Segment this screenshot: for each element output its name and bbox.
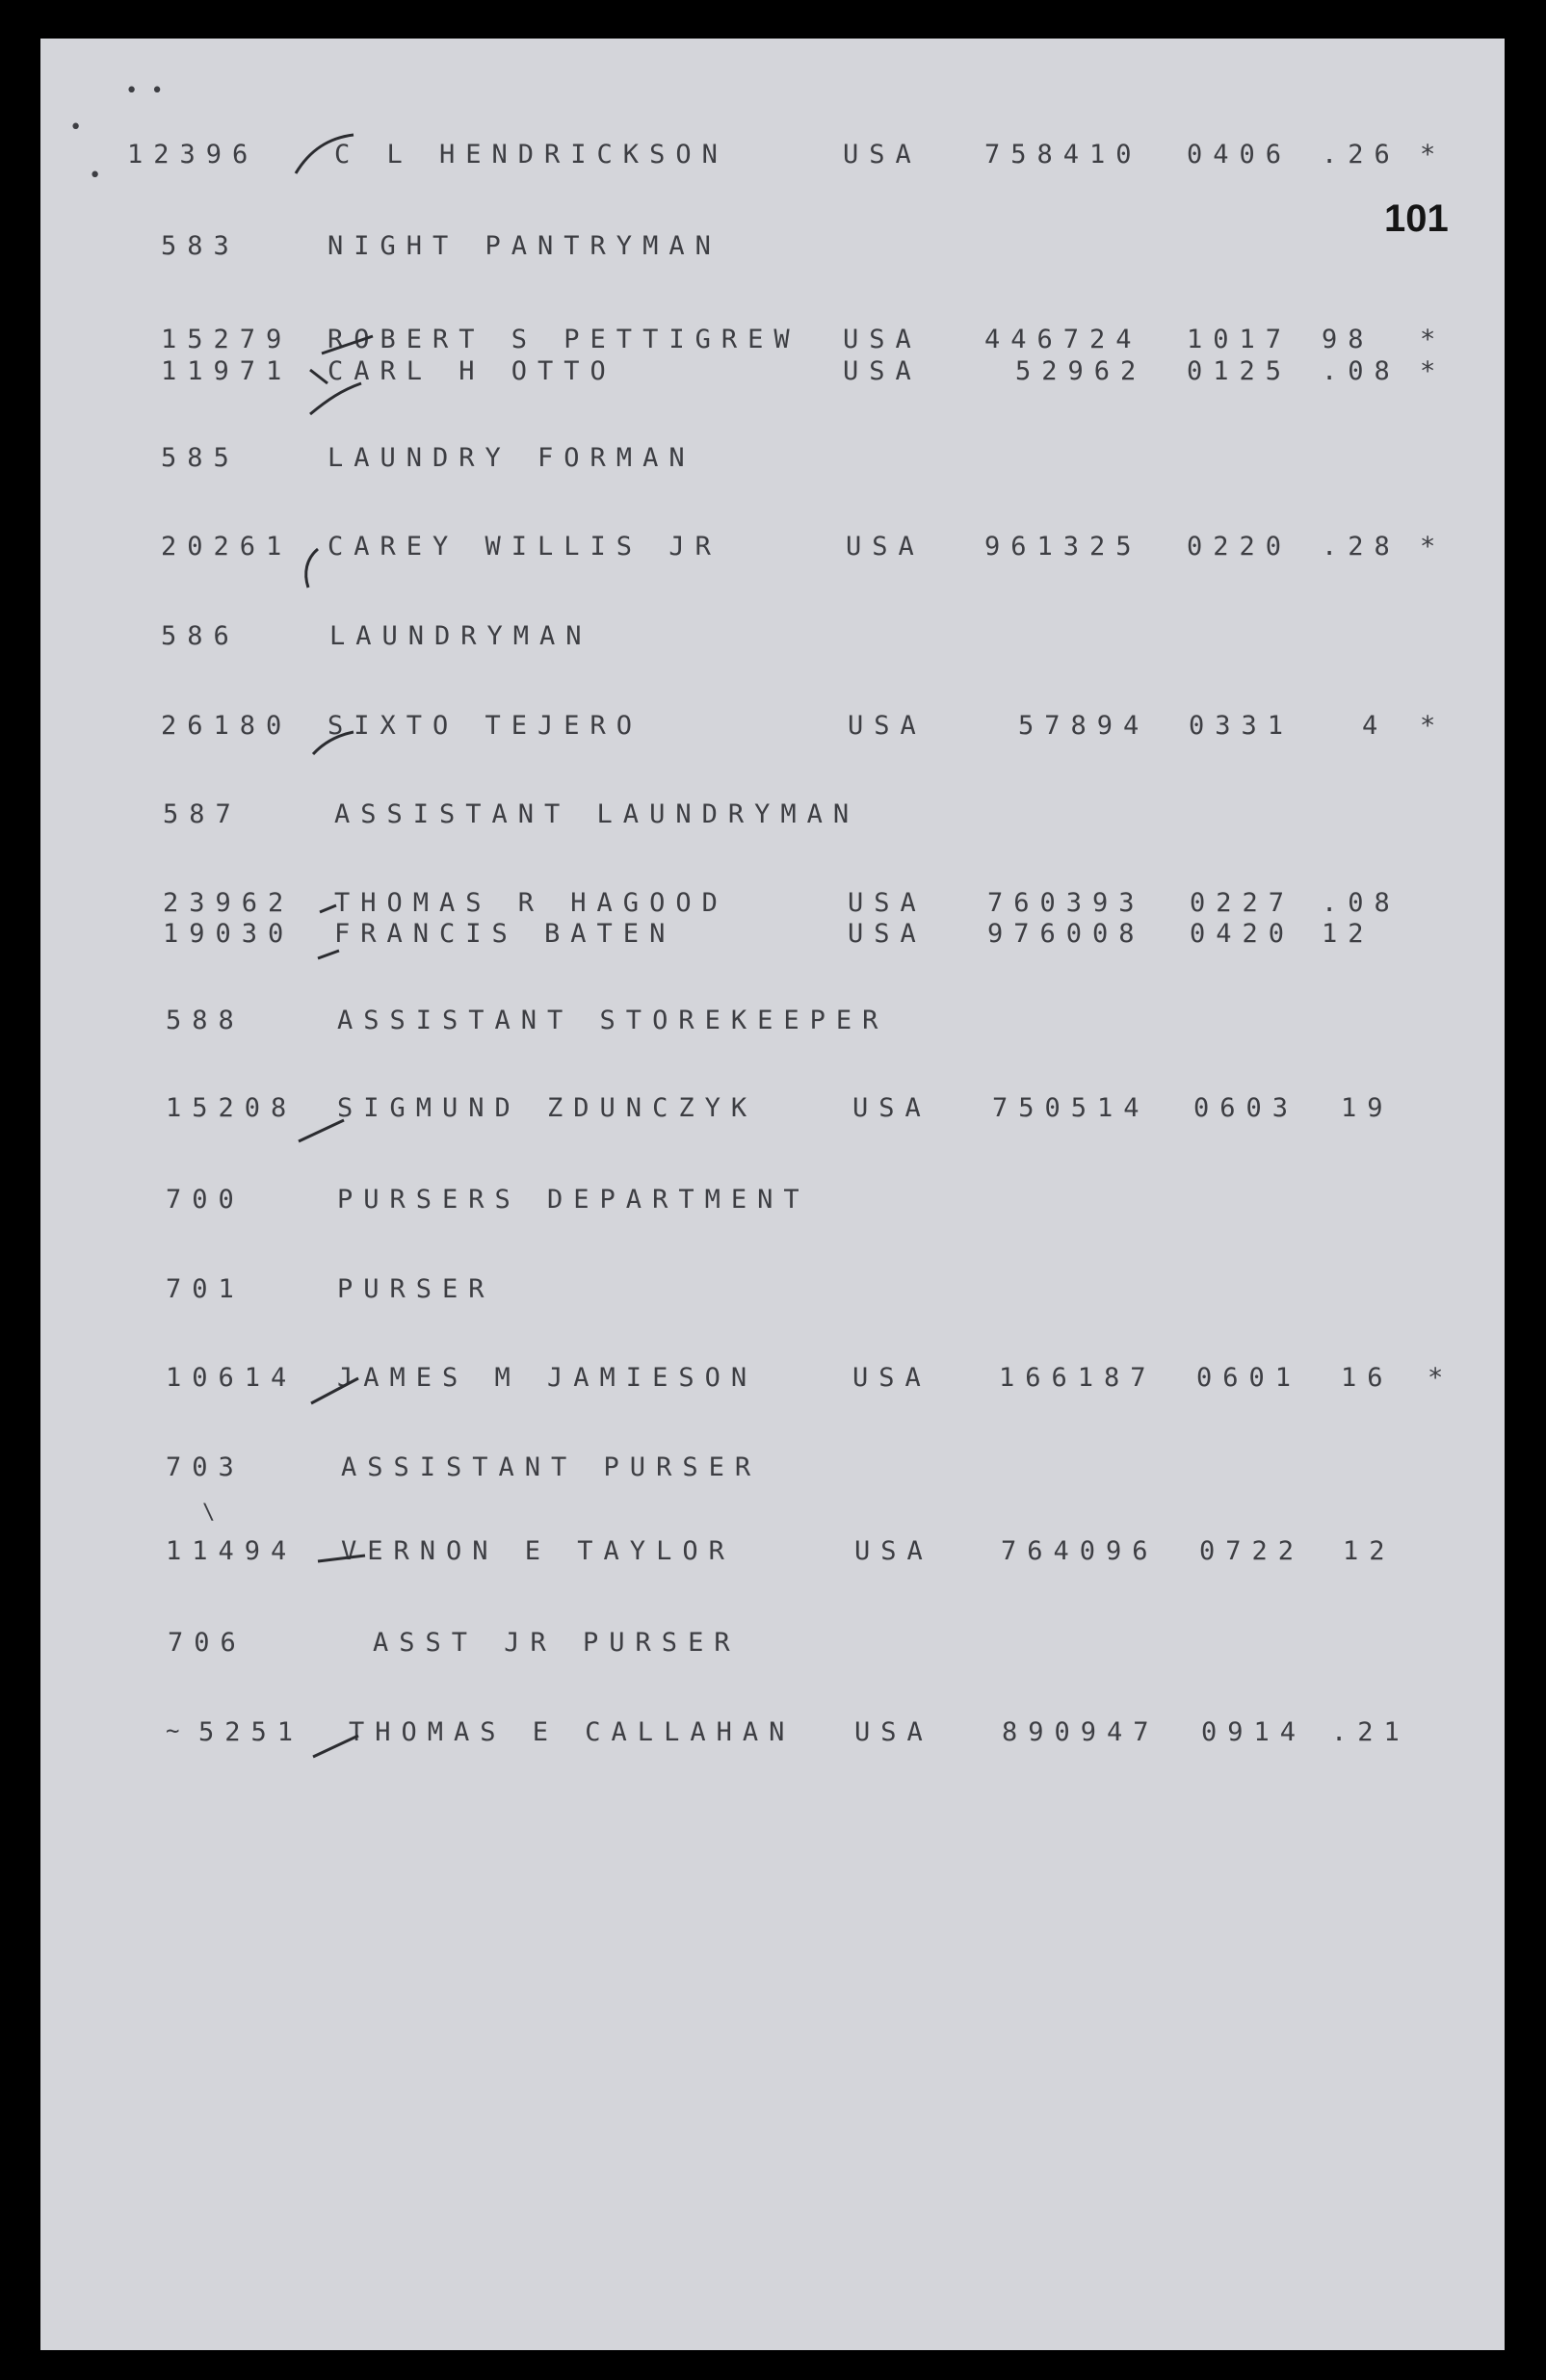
crew-code: 26180	[161, 711, 293, 741]
rating-title: NIGHT PANTRYMAN	[328, 231, 721, 261]
crew-row	[40, 711, 1505, 749]
rating-title: PURSERS DEPARTMENT	[337, 1185, 810, 1215]
crew-code: 5251	[198, 1717, 304, 1747]
rating-code: 585	[161, 443, 240, 473]
crew-code: 11494	[166, 1536, 298, 1566]
rating-heading	[40, 799, 1505, 838]
crew-age: .28	[1322, 532, 1401, 562]
crew-date: 0722	[1199, 1536, 1305, 1566]
crew-age: 4	[1362, 711, 1389, 741]
check-mark-icon	[308, 366, 366, 424]
rating-title: ASSISTANT STOREKEEPER	[337, 1006, 889, 1035]
crew-name: JAMES M JAMIESON	[337, 1363, 758, 1393]
stray-mark: \	[202, 1501, 216, 1525]
rating-code: 706	[168, 1628, 247, 1658]
check-mark-icon	[291, 130, 358, 178]
crew-mark: *	[1420, 532, 1447, 562]
stray-dot: •	[89, 164, 102, 188]
crew-name: THOMAS R HAGOOD	[334, 888, 728, 918]
crew-age: .08	[1322, 356, 1401, 386]
rating-title: LAUNDRYMAN	[329, 621, 592, 651]
crew-age: 16	[1341, 1363, 1394, 1393]
crew-row	[40, 140, 1505, 178]
rating-heading	[40, 1628, 1505, 1666]
crew-row	[40, 1717, 1505, 1756]
crew-date: 0227	[1190, 888, 1296, 918]
crew-name: ROBERT S PETTIGREW	[328, 325, 800, 354]
crew-mark: *	[1420, 140, 1447, 170]
crew-nationality: USA	[854, 1536, 933, 1566]
rating-heading	[40, 1452, 1505, 1491]
rating-heading	[40, 1006, 1505, 1044]
crew-code: 15208	[166, 1093, 298, 1123]
crew-date: 0420	[1190, 919, 1296, 949]
crew-code: 15279	[161, 325, 293, 354]
rating-code: 587	[163, 799, 242, 829]
crew-name: SIGMUND ZDUNCZYK	[337, 1093, 758, 1123]
crew-code: 10614	[166, 1363, 298, 1393]
rating-heading	[40, 443, 1505, 482]
rating-title: ASSISTANT PURSER	[341, 1452, 762, 1482]
rating-title: ASST JR PURSER	[373, 1628, 741, 1658]
crew-code: 11971	[161, 356, 293, 386]
rating-heading	[40, 1185, 1505, 1223]
crew-nationality: USA	[848, 888, 927, 918]
check-mark-icon	[310, 1726, 368, 1765]
rating-code: 586	[161, 621, 240, 651]
crew-nationality: USA	[843, 356, 922, 386]
crew-number: 961325	[984, 532, 1142, 562]
crew-nationality: USA	[854, 1717, 933, 1747]
crew-row	[40, 1093, 1505, 1132]
document-page	[40, 39, 1505, 2350]
rating-code: 588	[166, 1006, 245, 1035]
rating-code: 701	[166, 1274, 245, 1304]
rating-title: LAUNDRY FORMAN	[328, 443, 695, 473]
page-number: 101	[1384, 197, 1449, 240]
crew-mark: *	[1420, 356, 1447, 386]
rating-heading	[40, 621, 1505, 660]
rating-code: 703	[166, 1452, 245, 1482]
crew-name: SIXTO TEJERO	[328, 711, 643, 741]
crew-name: VERNON E TAYLOR	[341, 1536, 735, 1566]
crew-code: 20261	[161, 532, 293, 562]
crew-code: 19030	[163, 919, 295, 949]
crew-nationality: USA	[848, 711, 927, 741]
rating-title: ASSISTANT LAUNDRYMAN	[334, 799, 860, 829]
crew-age: 98	[1322, 325, 1375, 354]
stray-dot: •	[69, 116, 83, 140]
check-mark-icon	[310, 720, 358, 759]
crew-date: 0406	[1187, 140, 1293, 170]
crew-number: 976008	[987, 919, 1145, 949]
check-mark-icon	[315, 1548, 373, 1577]
crew-number: 52962	[1015, 356, 1147, 386]
crew-row	[40, 532, 1505, 570]
crew-nationality: USA	[852, 1363, 931, 1393]
crew-number: 760393	[987, 888, 1145, 918]
crew-code: 23962	[163, 888, 295, 918]
crew-name: C L HENDRICKSON	[334, 140, 728, 170]
crew-date: 0220	[1187, 532, 1293, 562]
crew-nationality: USA	[848, 919, 927, 949]
crew-name: CARL H OTTO	[328, 356, 616, 386]
crew-mark: *	[1420, 325, 1447, 354]
crew-age: .08	[1322, 888, 1401, 918]
crew-mark: *	[1428, 1363, 1454, 1393]
crew-nationality: USA	[843, 140, 922, 170]
crew-nationality: USA	[846, 532, 925, 562]
crew-name: CAREY WILLIS JR	[328, 532, 721, 562]
rating-code: 700	[166, 1185, 245, 1215]
crew-date: 0914	[1201, 1717, 1307, 1747]
rating-title: PURSER	[337, 1274, 495, 1304]
stray-dots: • •	[125, 79, 164, 103]
check-mark-icon	[299, 539, 347, 597]
crew-number: 750514	[992, 1093, 1150, 1123]
crew-nationality: USA	[843, 325, 922, 354]
crew-row	[40, 919, 1505, 957]
crew-age: .21	[1331, 1717, 1410, 1747]
crew-row	[40, 356, 1505, 395]
crew-date: 0331	[1189, 711, 1295, 741]
crew-number: 446724	[984, 325, 1142, 354]
crew-code: 12396	[127, 140, 259, 170]
crew-date: 0125	[1187, 356, 1293, 386]
check-mark-icon	[296, 1112, 354, 1151]
crew-date: 1017	[1187, 325, 1293, 354]
check-mark-icon	[320, 332, 378, 361]
crew-number: 758410	[984, 140, 1142, 170]
crew-mark: *	[1420, 711, 1447, 741]
crew-age: 12	[1322, 919, 1375, 949]
rating-heading	[40, 1274, 1505, 1313]
crew-name: THOMAS E CALLAHAN	[349, 1717, 796, 1747]
rating-code: 583	[161, 231, 240, 261]
crew-number: 890947	[1002, 1717, 1160, 1747]
crew-age: 19	[1341, 1093, 1394, 1123]
crew-number: 166187	[999, 1363, 1157, 1393]
rating-heading	[40, 231, 1505, 270]
crew-date: 0601	[1196, 1363, 1302, 1393]
crew-age: 12	[1343, 1536, 1396, 1566]
crew-age: .26	[1322, 140, 1401, 170]
stray-mark: ~	[166, 1717, 191, 1744]
crew-number: 57894	[1018, 711, 1150, 741]
crew-name: FRANCIS BATEN	[334, 919, 676, 949]
check-mark-icon	[308, 1373, 366, 1411]
check-mark-icon	[315, 901, 354, 978]
crew-row	[40, 1363, 1505, 1401]
crew-number: 764096	[1001, 1536, 1159, 1566]
crew-date: 0603	[1193, 1093, 1299, 1123]
crew-nationality: USA	[852, 1093, 931, 1123]
crew-row	[40, 1536, 1505, 1575]
